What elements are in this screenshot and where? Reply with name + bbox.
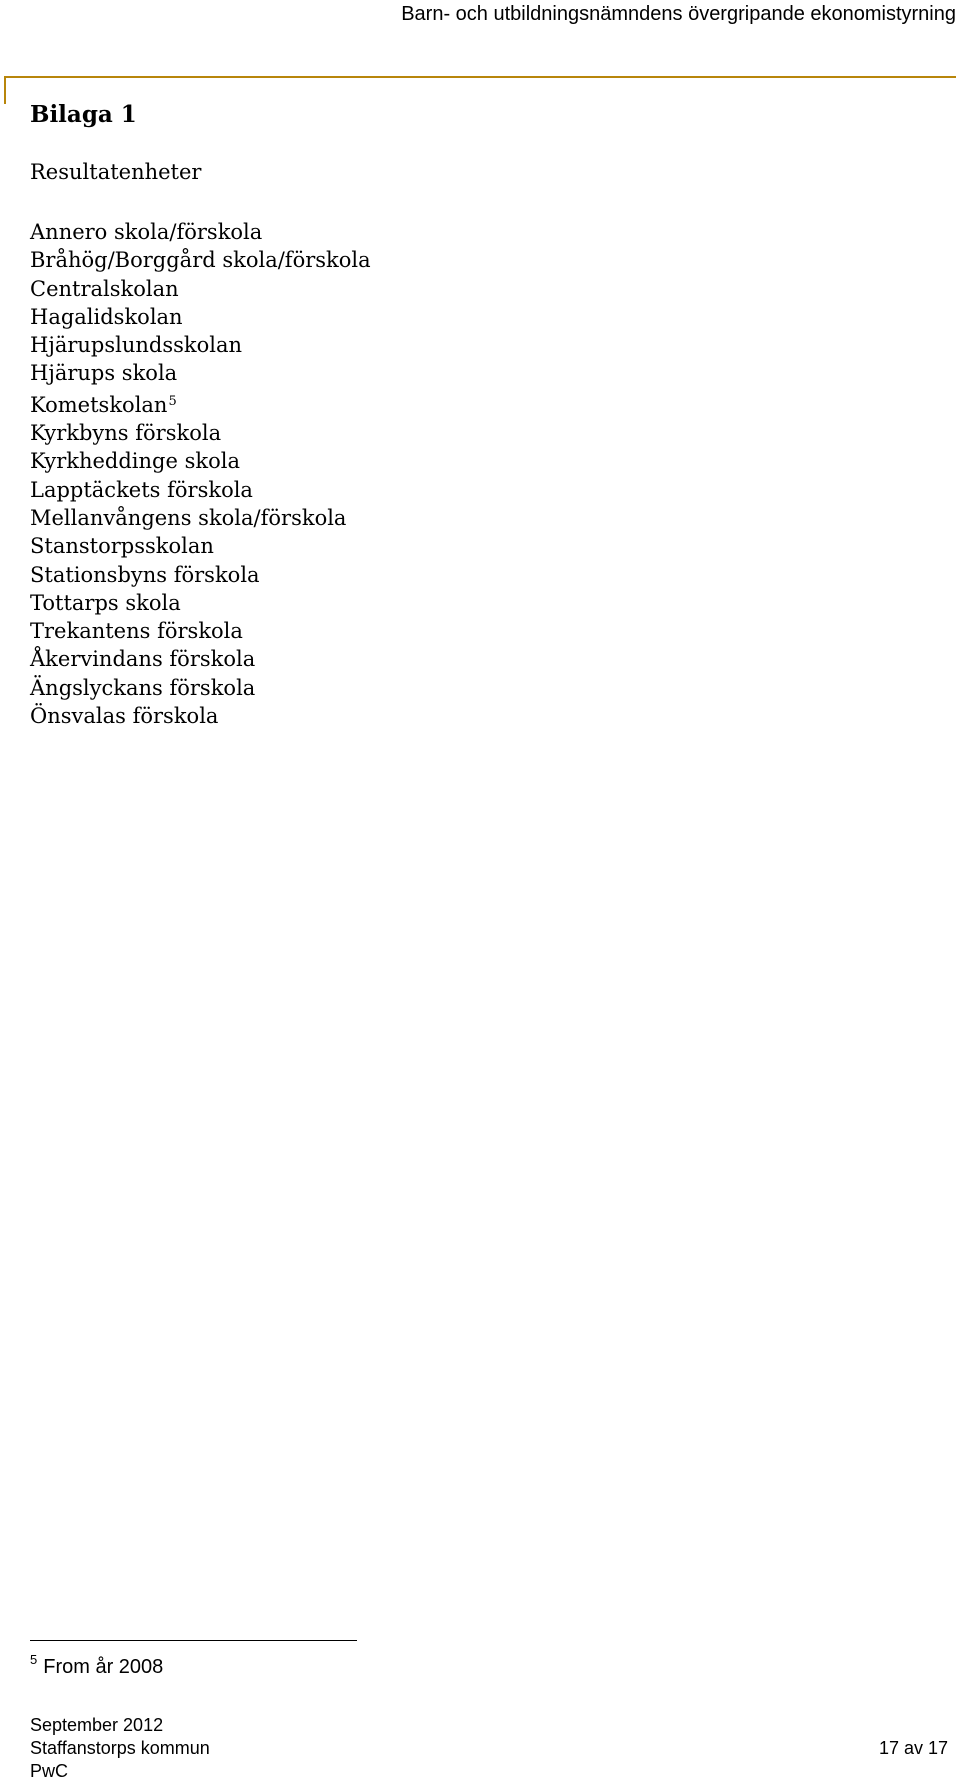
- header-rule-tick: [4, 76, 6, 104]
- footer-organization: Staffanstorps kommun: [30, 1738, 210, 1758]
- unit-list-item: [30, 702, 910, 730]
- unit-name: Centralskolan: [30, 276, 179, 301]
- footer-page-number: 17 av 17: [878, 1738, 948, 1758]
- unit-name: Ängslyckans förskola: [30, 675, 256, 700]
- unit-list-item: [30, 246, 910, 274]
- footer-date: September 2012: [30, 1715, 164, 1735]
- footnote-reference: 5: [168, 393, 177, 409]
- unit-list-item: [30, 645, 910, 673]
- footnote-number: 5: [30, 1652, 38, 1667]
- header-rule: [4, 76, 956, 78]
- unit-name: Kyrkheddinge skola: [30, 449, 240, 474]
- footnote-text: From år 2008: [43, 1656, 164, 1678]
- unit-name: Kometskolan: [30, 392, 168, 417]
- header-title: Barn- och utbildningsnämndens övergripande ekonomistyrning: [401, 3, 956, 25]
- section-subtitle: Resultatenheter: [30, 160, 202, 184]
- unit-list-item: [30, 674, 910, 702]
- footer-row: [30, 1737, 948, 1759]
- page-content: [30, 100, 910, 730]
- unit-name: Kyrkbyns förskola: [30, 421, 222, 446]
- unit-name: Stanstorpsskolan: [30, 534, 214, 559]
- unit-list-item: [30, 532, 910, 560]
- unit-list-item: [30, 504, 910, 532]
- unit-list-item: [30, 447, 910, 475]
- unit-list-item: [30, 359, 910, 387]
- section-heading: Bilaga 1: [30, 101, 137, 128]
- unit-list-item: [30, 218, 910, 246]
- unit-name: Lapptäckets förskola: [30, 477, 253, 502]
- unit-list-item: [30, 275, 910, 303]
- unit-name: Hjärups skola: [30, 361, 178, 386]
- unit-name: Tottarps skola: [30, 590, 181, 615]
- unit-list-item: [30, 561, 910, 589]
- unit-name: Annero skola/förskola: [30, 220, 263, 244]
- footnote-separator: [30, 1640, 357, 1641]
- footnote: [30, 1648, 163, 1679]
- unit-list-item: [30, 388, 910, 419]
- unit-list-item: [30, 331, 910, 359]
- unit-list-item: [30, 419, 910, 447]
- unit-name: Önsvalas förskola: [30, 704, 219, 729]
- footer-firm: PwC: [30, 1761, 69, 1781]
- unit-name: Mellanvångens skola/förskola: [30, 505, 347, 530]
- unit-name: Bråhög/Borggård skola/förskola: [30, 248, 371, 273]
- unit-name: Trekantens förskola: [30, 619, 243, 644]
- unit-list-item: [30, 476, 910, 504]
- unit-name: Hagalidskolan: [30, 304, 183, 329]
- unit-list-item: [30, 303, 910, 331]
- unit-list-item: [30, 617, 910, 645]
- unit-name: Åkervindans förskola: [30, 647, 256, 672]
- unit-list-item: [30, 589, 910, 617]
- unit-name: Stationsbyns förskola: [30, 562, 260, 587]
- unit-list: [30, 218, 910, 730]
- unit-name: Hjärupslundsskolan: [30, 333, 243, 358]
